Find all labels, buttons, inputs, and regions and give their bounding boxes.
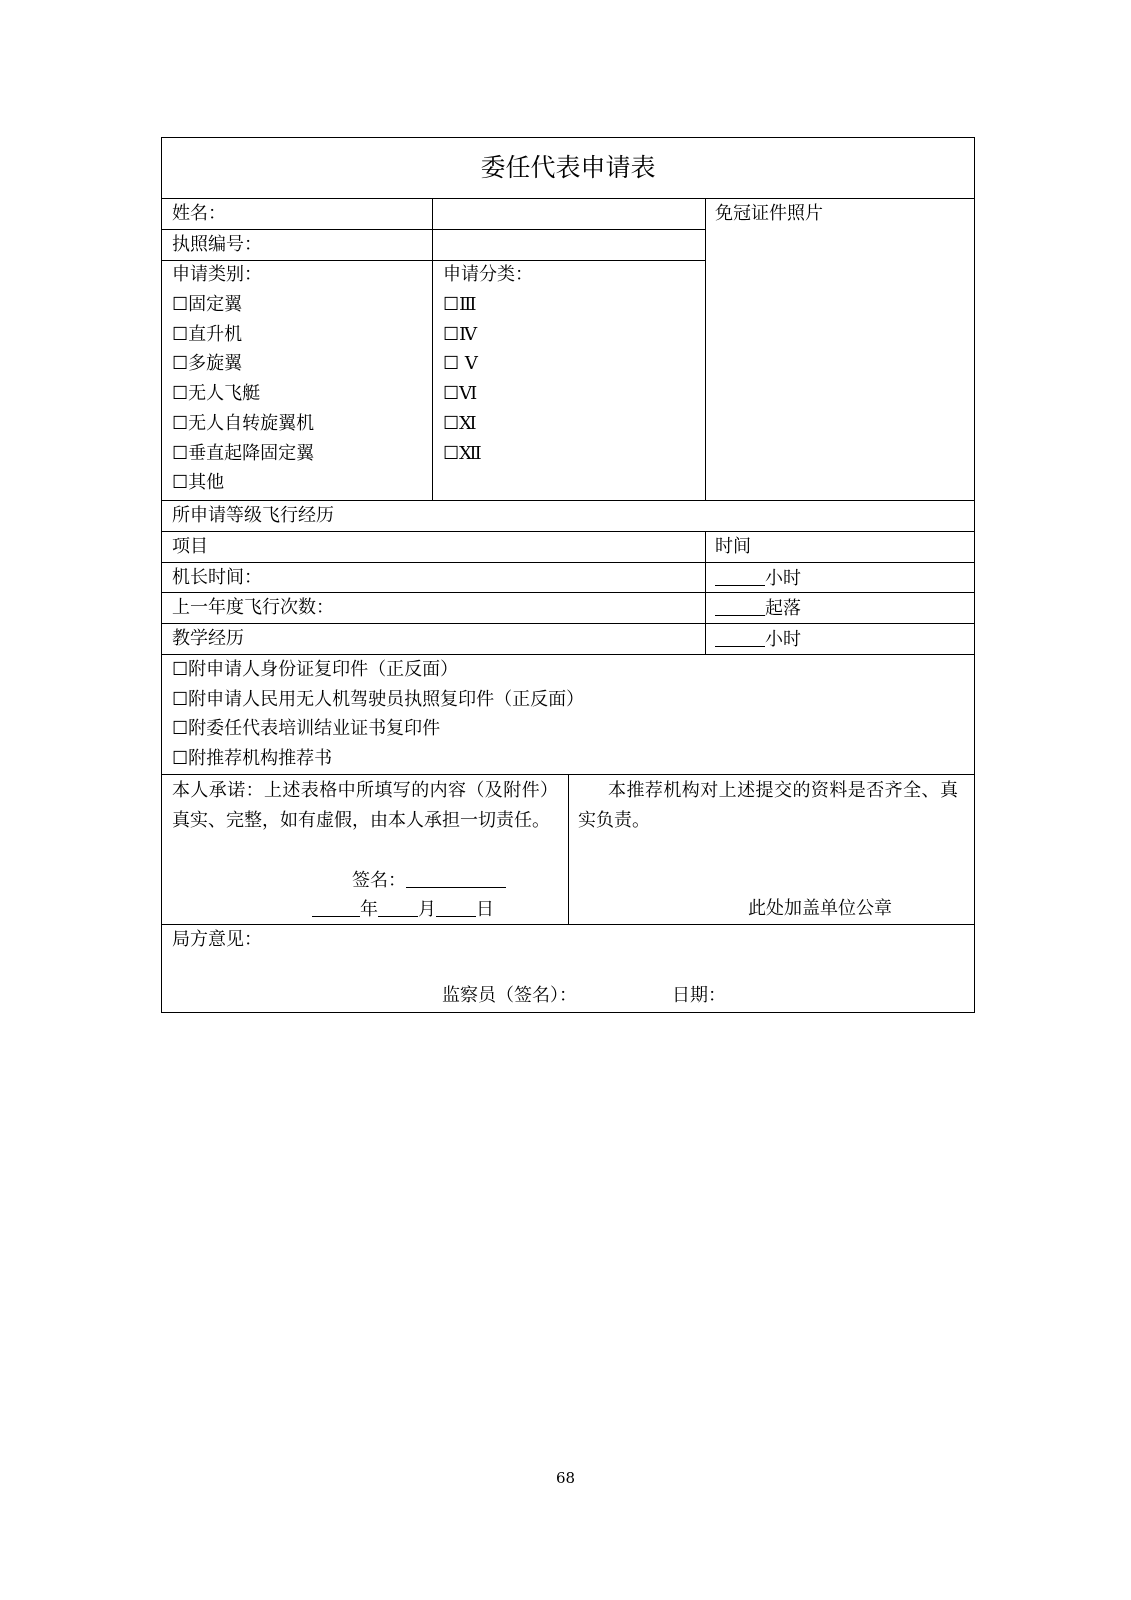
- captain-hours-blank[interactable]: [715, 567, 765, 586]
- landings-unit: 起落: [765, 598, 801, 619]
- hours-unit: 小时: [765, 568, 801, 589]
- category-checkbox-other[interactable]: ☐其他: [172, 472, 225, 493]
- attachment-checkbox-id-card[interactable]: ☐附申请人身份证复印件（正反面）: [172, 659, 459, 680]
- year-blank[interactable]: [312, 898, 360, 917]
- name-field[interactable]: [433, 199, 704, 229]
- attachment-checkbox-certificate[interactable]: ☐附委任代表培训结业证书复印件: [172, 718, 441, 739]
- stamp-label: 此处加盖单位公章: [748, 898, 892, 919]
- photo-label: 免冠证件照片: [715, 203, 823, 224]
- month-label: 月: [418, 899, 436, 920]
- category-checkbox-multirotor[interactable]: ☐多旋翼: [172, 353, 243, 374]
- year-label: 年: [360, 899, 378, 920]
- flight-count-value[interactable]: [715, 597, 801, 620]
- experience-header: 所申请等级飞行经历: [172, 505, 334, 526]
- class-label: 申请分类：: [443, 264, 533, 285]
- attachment-checkbox-license[interactable]: ☐附申请人民用无人机驾驶员执照复印件（正反面）: [172, 689, 585, 710]
- category-checkbox-airship[interactable]: ☐无人飞艇: [172, 383, 261, 404]
- class-checkbox-v[interactable]: ☐ Ⅴ: [443, 353, 478, 374]
- teaching-unit: 小时: [765, 629, 801, 650]
- name-label: 姓名：: [172, 203, 226, 224]
- date-label: 日期：: [672, 985, 726, 1006]
- class-checkbox-xii[interactable]: ☐Ⅻ: [443, 443, 482, 464]
- license-label: 执照编号：: [172, 234, 262, 255]
- class-checkbox-iv[interactable]: ☐Ⅳ: [443, 324, 478, 345]
- inspector-label: 监察员（签名）：: [442, 985, 577, 1006]
- captain-time-value[interactable]: [715, 567, 801, 590]
- page-number: 68: [555, 1469, 576, 1487]
- time-header: 时间: [715, 536, 751, 557]
- day-blank[interactable]: [436, 898, 476, 917]
- category-checkbox-autogyro[interactable]: ☐无人自转旋翼机: [172, 413, 315, 434]
- signature-label: 签名：: [352, 870, 406, 891]
- form-title: 委任代表申请表: [480, 153, 656, 182]
- item-header: 项目: [172, 536, 208, 557]
- category-checkbox-vtol[interactable]: ☐垂直起降固定翼: [172, 443, 315, 464]
- signature-line: [352, 869, 506, 892]
- attachment-checkbox-recommendation[interactable]: ☐附推荐机构推荐书: [172, 748, 333, 769]
- teaching-hours-blank[interactable]: [715, 628, 765, 647]
- category-label: 申请类别：: [172, 264, 262, 285]
- flight-count-label: 上一年度飞行次数：: [172, 597, 334, 618]
- teaching-label: 教学经历: [172, 628, 244, 649]
- class-checkbox-vi[interactable]: ☐Ⅵ: [443, 383, 478, 404]
- photo-area[interactable]: [706, 230, 974, 499]
- category-checkbox-helicopter[interactable]: ☐直升机: [172, 324, 243, 345]
- opinion-label: 局方意见：: [172, 929, 262, 950]
- license-field[interactable]: [433, 230, 704, 260]
- pledge-text: 本人承诺：上述表格中所填写的内容（及附件）真实、完整，如有虚假，由本人承担一切责任。: [172, 780, 558, 831]
- application-form: [161, 137, 975, 1013]
- signature-blank[interactable]: [406, 869, 506, 888]
- class-checkbox-iii[interactable]: ☐Ⅲ: [443, 294, 477, 315]
- institution-text: 本推荐机构对上述提交的资料是否齐全、真实负责。: [578, 780, 958, 831]
- date-line: [312, 898, 494, 921]
- captain-time-label: 机长时间：: [172, 567, 262, 588]
- month-blank[interactable]: [378, 898, 418, 917]
- flight-count-blank[interactable]: [715, 597, 765, 616]
- teaching-value[interactable]: [715, 628, 801, 651]
- category-checkbox-fixed-wing[interactable]: ☐固定翼: [172, 294, 243, 315]
- class-checkbox-xi[interactable]: ☐Ⅺ: [443, 413, 477, 434]
- day-label: 日: [476, 899, 494, 920]
